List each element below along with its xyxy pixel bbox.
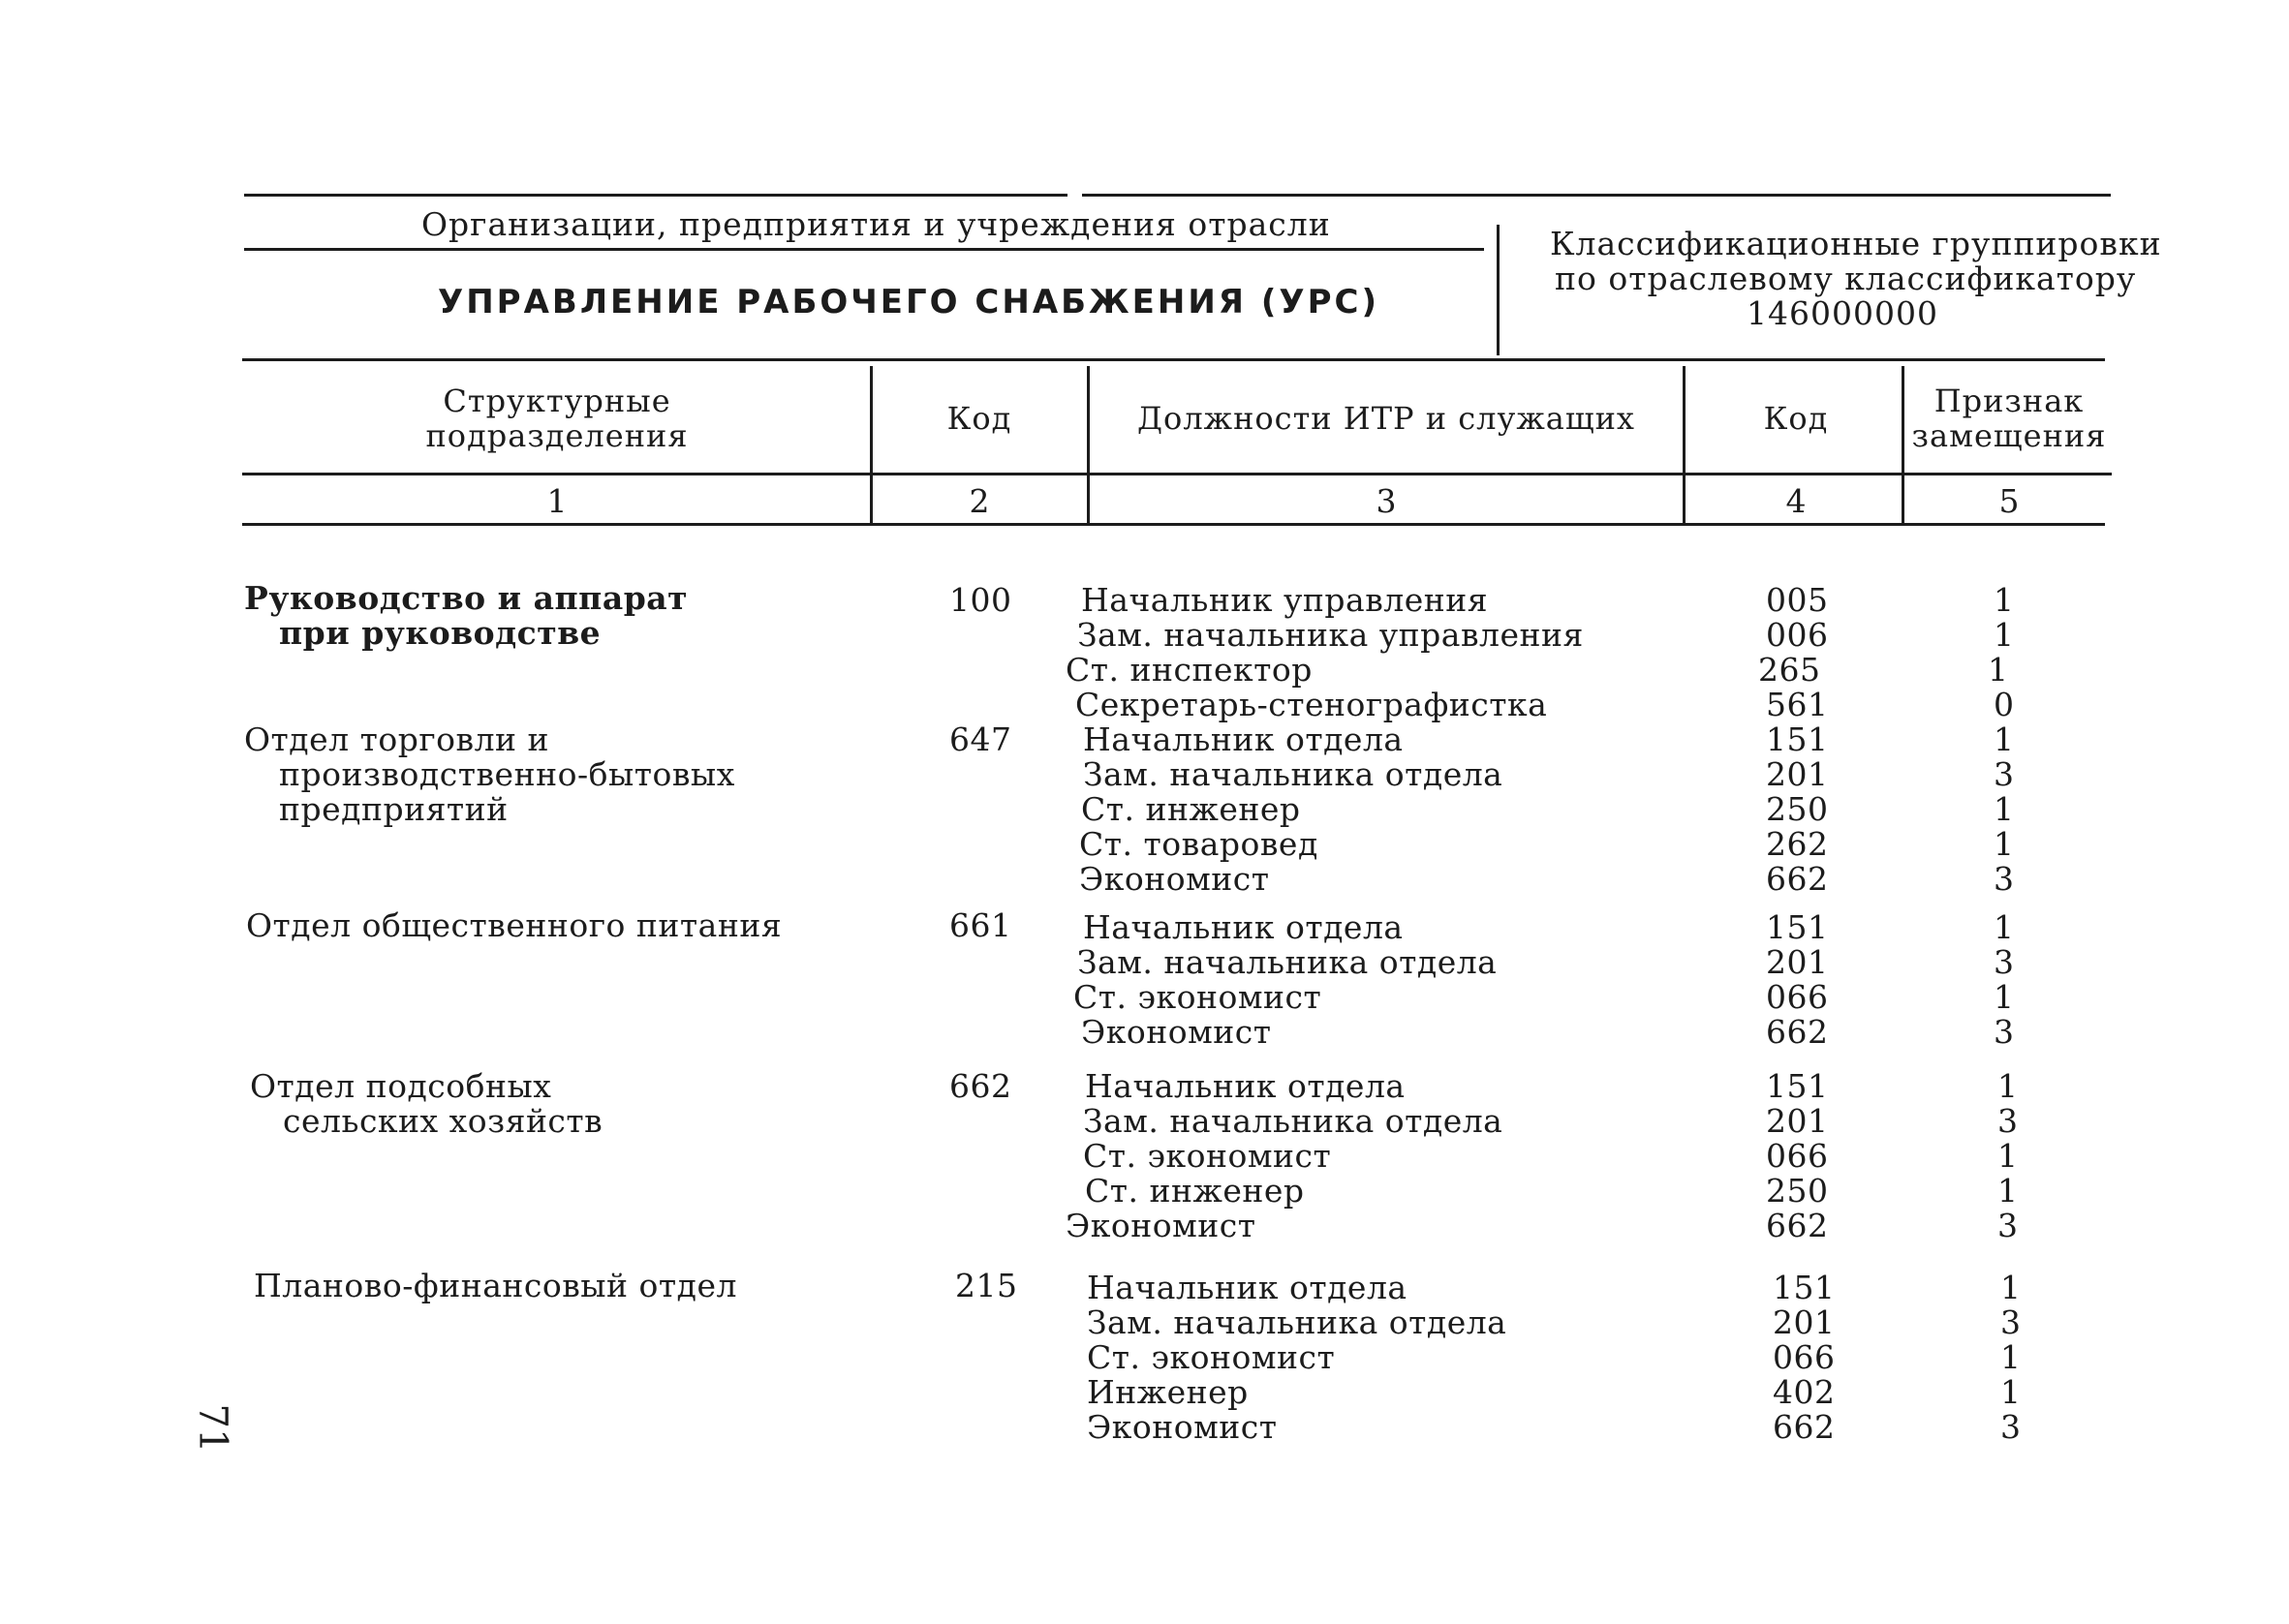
position-code: 151 bbox=[1773, 1269, 1836, 1306]
table-row bbox=[1075, 1104, 2044, 1139]
position-title: Зам. начальника отдела bbox=[1083, 755, 1503, 793]
unit-code: 100 bbox=[949, 581, 1012, 619]
table-row bbox=[1075, 792, 2044, 827]
position-title: Ст. инспектор bbox=[1066, 651, 1313, 689]
replacement-sign: 3 bbox=[1994, 1013, 2015, 1051]
table-row bbox=[1075, 688, 2044, 722]
position-code: 265 bbox=[1758, 651, 1821, 689]
replacement-sign: 1 bbox=[1994, 978, 2015, 1016]
replacement-sign: 1 bbox=[1997, 1137, 2019, 1175]
position-title: Секретарь-стенографистка bbox=[1075, 686, 1548, 723]
top-rule-right bbox=[1082, 194, 2111, 197]
top-rule-left bbox=[244, 194, 1067, 197]
position-code: 662 bbox=[1766, 1013, 1829, 1051]
replacement-sign: 3 bbox=[1997, 1102, 2019, 1140]
position-code: 201 bbox=[1766, 755, 1829, 793]
position-title: Начальник управления bbox=[1081, 581, 1489, 619]
unit-name: Отдел общественного питания bbox=[246, 906, 783, 944]
table-row bbox=[1075, 1069, 2044, 1104]
unit-code: 662 bbox=[949, 1067, 1012, 1105]
position-code: 151 bbox=[1766, 720, 1829, 758]
position-code: 662 bbox=[1766, 1207, 1829, 1244]
position-list bbox=[1075, 910, 2044, 1050]
table-row bbox=[1075, 945, 2044, 980]
position-title: Зам. начальника отдела bbox=[1087, 1303, 1507, 1341]
position-title: Зам. начальника отдела bbox=[1077, 943, 1498, 981]
position-code: 402 bbox=[1773, 1373, 1836, 1411]
position-title: Ст. экономист bbox=[1073, 978, 1322, 1016]
classifier-line-2: по отраслевому классификатору bbox=[1555, 260, 2137, 297]
unit-name: Руководство и аппарат при руководстве bbox=[244, 579, 689, 652]
unit-code: 661 bbox=[949, 906, 1012, 944]
classifier-code: 146000000 bbox=[1747, 294, 1938, 332]
replacement-sign: 1 bbox=[2000, 1373, 2022, 1411]
replacement-sign: 3 bbox=[2000, 1303, 2022, 1341]
table-row bbox=[1075, 1139, 2044, 1174]
position-code: 151 bbox=[1766, 1067, 1829, 1105]
header-mid-rule bbox=[242, 473, 2112, 475]
replacement-sign: 3 bbox=[2000, 1408, 2022, 1446]
position-title: Начальник отдела bbox=[1083, 720, 1404, 758]
table-row bbox=[1075, 722, 2044, 757]
classifier-line-1: Классификационные группировки bbox=[1550, 225, 2162, 262]
position-title: Экономист bbox=[1087, 1408, 1278, 1446]
position-code: 201 bbox=[1766, 943, 1829, 981]
table-row bbox=[1075, 1174, 2044, 1209]
position-code: 005 bbox=[1766, 581, 1829, 619]
position-title: Ст. экономист bbox=[1083, 1137, 1332, 1175]
table-row bbox=[1075, 757, 2044, 792]
position-list bbox=[1075, 722, 2044, 897]
replacement-sign: 1 bbox=[1994, 616, 2015, 654]
page-number: 71 bbox=[190, 1403, 235, 1454]
org-caption-rule bbox=[244, 248, 1484, 251]
position-title: Ст. инженер bbox=[1085, 1172, 1305, 1210]
position-title: Экономист bbox=[1066, 1207, 1256, 1244]
col2-number: 2 bbox=[969, 482, 990, 520]
table-row bbox=[1075, 618, 2044, 653]
table-row bbox=[1075, 910, 2044, 945]
position-title: Начальник отдела bbox=[1087, 1269, 1407, 1306]
col3-number: 3 bbox=[1376, 482, 1397, 520]
replacement-sign: 1 bbox=[1994, 581, 2015, 619]
header-bottom-rule bbox=[242, 523, 2105, 526]
replacement-sign: 1 bbox=[2000, 1338, 2022, 1376]
position-title: Начальник отдела bbox=[1083, 908, 1404, 946]
col1-header: Структурные подразделения bbox=[425, 383, 689, 454]
position-title: Экономист bbox=[1079, 860, 1270, 898]
position-code: 066 bbox=[1766, 978, 1829, 1016]
position-code: 250 bbox=[1766, 1172, 1829, 1210]
position-code: 066 bbox=[1766, 1137, 1829, 1175]
replacement-sign: 1 bbox=[1997, 1172, 2019, 1210]
col3-header: Должности ИТР и служащих bbox=[1137, 400, 1635, 437]
table-row bbox=[1075, 1015, 2044, 1050]
position-code: 662 bbox=[1766, 860, 1829, 898]
position-code: 066 bbox=[1773, 1338, 1836, 1376]
replacement-sign: 1 bbox=[2000, 1269, 2022, 1306]
org-title: УПРАВЛЕНИЕ РАБОЧЕГО СНАБЖЕНИЯ (УРС) bbox=[438, 283, 1379, 322]
position-title: Зам. начальника управления bbox=[1077, 616, 1584, 654]
position-title: Ст. товаровед bbox=[1079, 825, 1318, 863]
position-code: 151 bbox=[1766, 908, 1829, 946]
position-title: Зам. начальника отдела bbox=[1083, 1102, 1503, 1140]
replacement-sign: 3 bbox=[1994, 860, 2015, 898]
replacement-sign: 1 bbox=[1994, 720, 2015, 758]
unit-code: 215 bbox=[955, 1267, 1018, 1304]
position-code: 561 bbox=[1766, 686, 1829, 723]
table-row bbox=[1066, 651, 2044, 689]
replacement-sign: 1 bbox=[1997, 1067, 2019, 1105]
unit-code: 647 bbox=[949, 720, 1012, 758]
table-row bbox=[1075, 1375, 2044, 1410]
position-title: Инженер bbox=[1087, 1373, 1249, 1411]
table-row bbox=[1075, 1271, 2044, 1305]
unit-name: Отдел подсобных сельских хозяйств bbox=[250, 1067, 603, 1140]
position-code: 662 bbox=[1773, 1408, 1836, 1446]
table-row bbox=[1075, 827, 2044, 862]
position-code: 201 bbox=[1773, 1303, 1836, 1341]
col4-number: 4 bbox=[1785, 482, 1807, 520]
org-caption: Организации, предприятия и учреждения отрасли bbox=[421, 205, 1331, 243]
table-top-rule bbox=[242, 358, 2105, 361]
table-row bbox=[1075, 1410, 2044, 1445]
position-title: Ст. инженер bbox=[1081, 790, 1301, 828]
col1-number: 1 bbox=[546, 482, 568, 520]
col5-header: Признак замещения bbox=[1911, 383, 2107, 454]
table-row bbox=[1075, 1305, 2044, 1340]
table-row bbox=[1075, 862, 2044, 897]
position-title: Ст. экономист bbox=[1087, 1338, 1336, 1376]
unit-name: Планово-финансовый отдел bbox=[254, 1267, 737, 1304]
position-list bbox=[1066, 581, 2044, 723]
position-list bbox=[1075, 1271, 2044, 1445]
col5-number: 5 bbox=[1998, 482, 2020, 520]
position-code: 006 bbox=[1766, 616, 1829, 654]
replacement-sign: 0 bbox=[1994, 686, 2015, 723]
col2-header: Код bbox=[946, 400, 1012, 437]
position-code: 250 bbox=[1766, 790, 1829, 828]
header-divider bbox=[1497, 225, 1500, 355]
col-divider-1 bbox=[870, 366, 873, 524]
position-code: 262 bbox=[1766, 825, 1829, 863]
position-title: Начальник отдела bbox=[1085, 1067, 1406, 1105]
table-row bbox=[1075, 583, 2044, 618]
replacement-sign: 1 bbox=[1994, 908, 2015, 946]
replacement-sign: 1 bbox=[1994, 825, 2015, 863]
replacement-sign: 3 bbox=[1994, 943, 2015, 981]
table-row bbox=[1075, 980, 2044, 1015]
position-title: Экономист bbox=[1081, 1013, 1272, 1051]
replacement-sign: 3 bbox=[1997, 1207, 2019, 1244]
unit-name: Отдел торговли и производственно-бытовых предприятий bbox=[244, 720, 735, 828]
replacement-sign: 3 bbox=[1994, 755, 2015, 793]
replacement-sign: 1 bbox=[1988, 651, 2009, 689]
replacement-sign: 1 bbox=[1994, 790, 2015, 828]
position-code: 201 bbox=[1766, 1102, 1829, 1140]
table-row bbox=[1075, 1340, 2044, 1375]
col4-header: Код bbox=[1763, 400, 1829, 437]
table-row bbox=[1066, 1207, 2044, 1244]
position-list bbox=[1066, 1067, 2044, 1244]
